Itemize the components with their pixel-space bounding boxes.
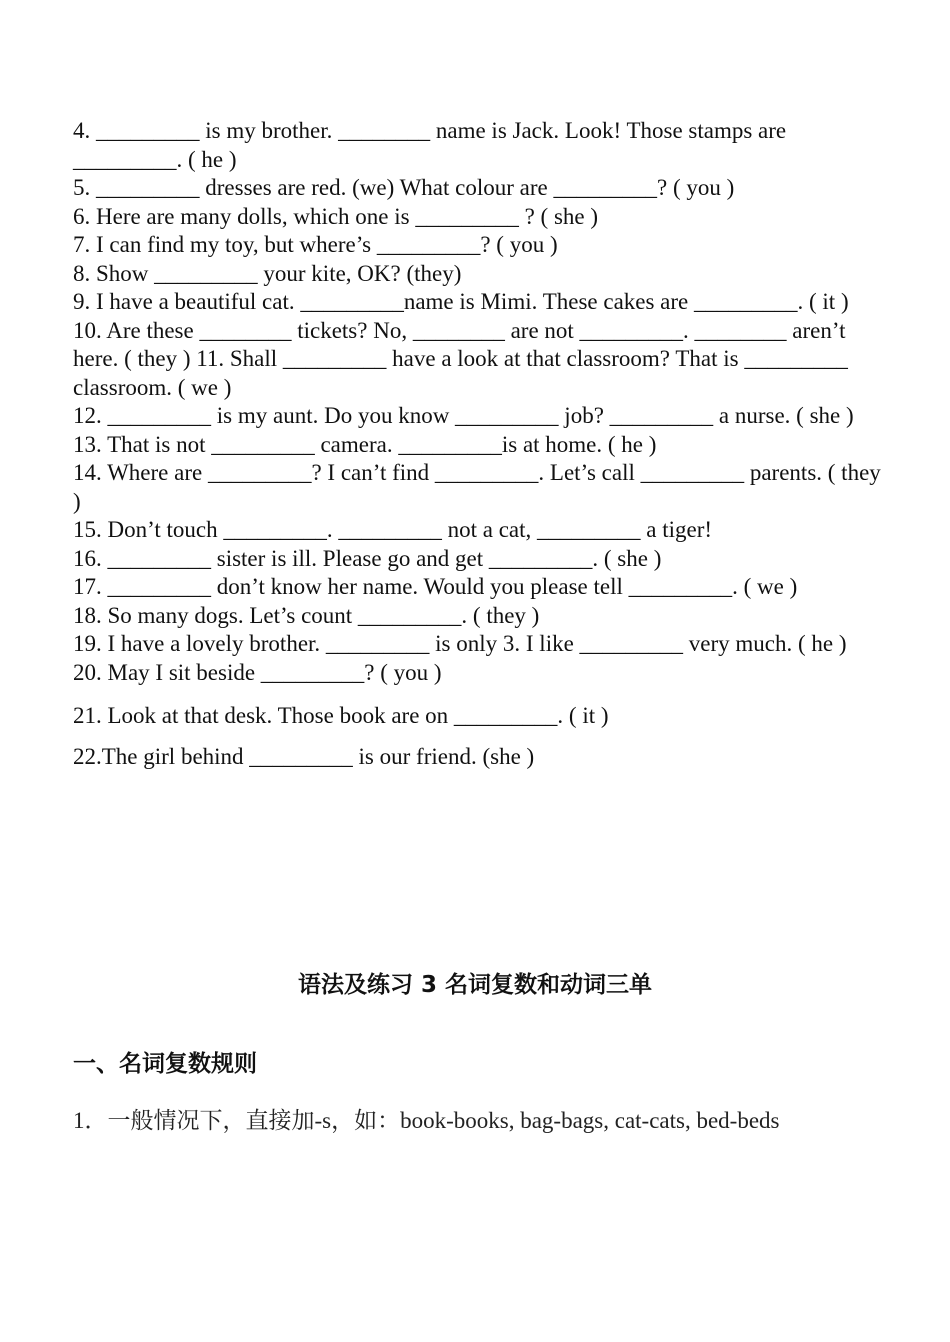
exercise-item-17: 17. _________ don’t know her name. Would you please tell _________. ( we ) [73,574,798,599]
exercise-item-16: 16. _________ sister is ill. Please go and get _________. ( she ) [73,545,662,571]
exercise-item-4: 4. _________ is my brother. ________ name is Jack. Look! Those stamps are _________. ( he ) [73,118,787,172]
exercise-item-18: 18. So many dogs. Let’s count _________. ( they ) [73,602,540,628]
exercise-item-7: 7. I can find my toy, but where’s _________? ( you ) [73,232,558,257]
exercise-item-10-11: 10. Are these ________ tickets? No, ________ are not _________. ________ aren’t here. ( they ) 11. Shall _________ have a look at that classroom? That is _________ classroom. ( we ) [73,317,848,400]
exercise-item-6: 6. Here are many dolls, which one is _________ ? ( she ) [73,203,599,229]
subsection-title: 一、名词复数规则 [73,1051,257,1077]
section-title: 语法及练习 3 名词复数和动词三单 [297,972,653,998]
exercise-item-12: 12. _________ is my aunt. Do you know _________ job? _________ a nurse. ( she ) [73,403,854,428]
exercise-item-9: 9. I have a beautiful cat. _________name is Mimi. These cakes are _________. ( it ) [73,289,849,314]
exercise-item-21: 21. Look at that desk. Those book are on _________. ( it ) [73,703,609,728]
exercise-item-8: 8. Show _________ your kite, OK? (they) [73,260,462,286]
exercise-item-15: 15. Don’t touch _________. _________ not a cat, _________ a tiger! [73,517,713,542]
exercise-list [73,117,888,771]
plural-rule-1: 1．一般情况下，直接加-s，如：book-books, bag-bags, cat-cats, bed-beds [73,1108,780,1133]
exercise-item-19: 19. I have a lovely brother. _________ is only 3. I like _________ very much. ( he ) [73,631,847,656]
exercise-item-20: 20. May I sit beside _________? ( you ) [73,659,442,685]
exercise-item-13: 13. That is not _________ camera. _________is at home. ( he ) [73,431,657,457]
exercise-item-22: 22.The girl behind _________ is our friend. (she ) [73,743,535,769]
exercise-item-5: 5. _________ dresses are red. (we) What colour are _________? ( you ) [73,175,735,200]
exercise-item-14: 14. Where are _________? I can’t find _________. Let’s call _________ parents. ( they ) [73,460,881,514]
